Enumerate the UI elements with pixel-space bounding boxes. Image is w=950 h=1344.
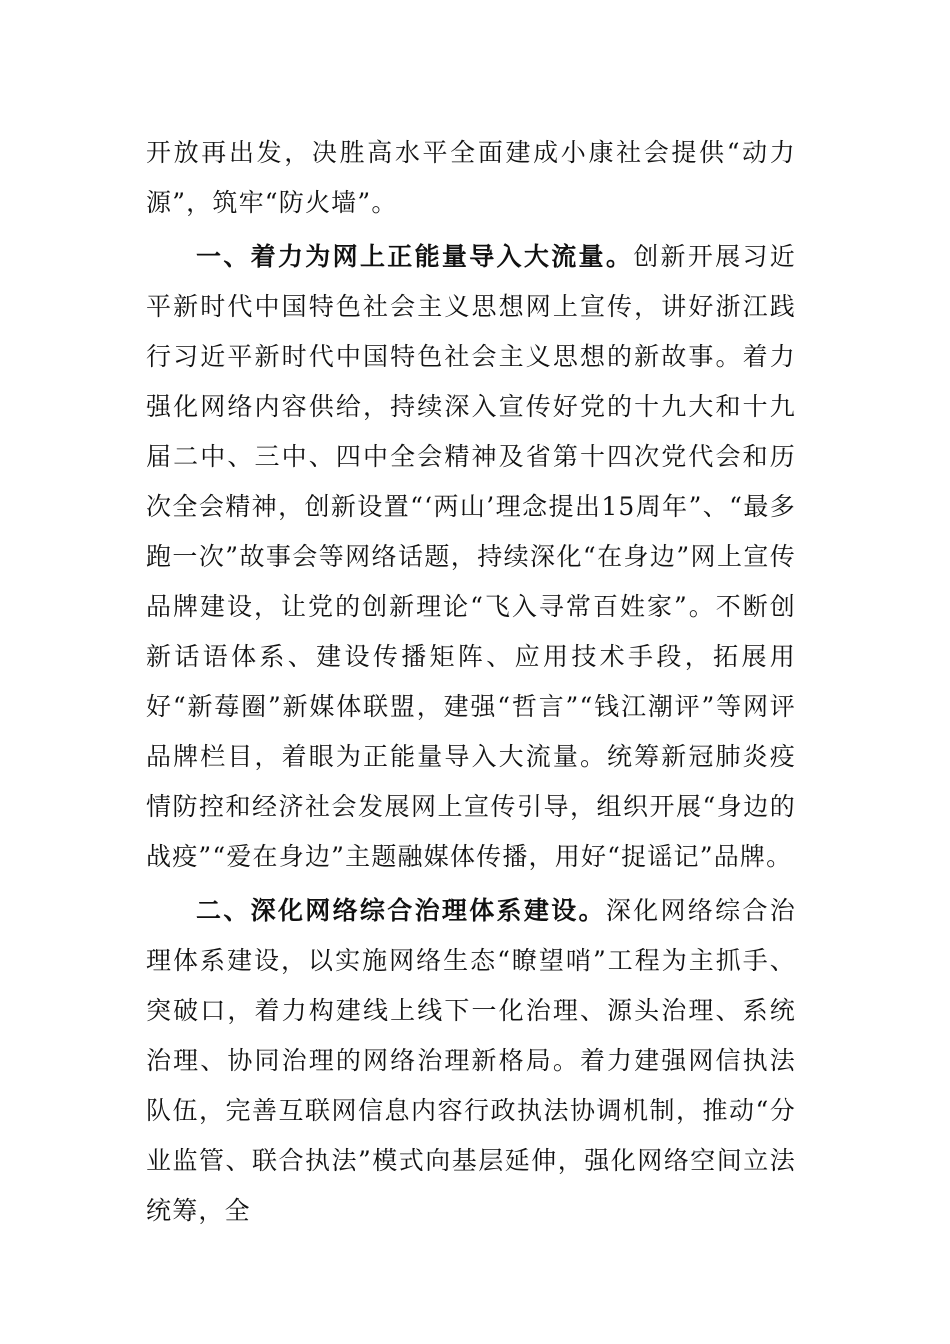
paragraph-text: 创新开展习近平新时代中国特色社会主义思想网上宣传，讲好浙江践行习近平新时代中国特色社会主义思想的新故事。着力强化网络内容供给，持续深入宣传好党的十九大和十九届二中、三中、四中全会精神及省第十四次党代会和历次全会精神，创新设置“‘两山’理念提出15周年”、“最多跑一次”故事会等网络话题，持续深化“在身边”网上宣传品牌建设，让党的创新理论“飞入寻常百姓家”。不断创新话语体系、建设传播矩阵、应用技术手段，拓展用好“新莓圈”新媒体联盟，建强“哲言”“钱江潮评”等网评品牌栏目，着眼为正能量导入大流量。统筹新冠肺炎疫情防控和经济社会发展网上宣传引导，组织开展“身边的战疫”“爱在身边”主题融媒体传播，用好“捉谣记”品牌。 bbox=[146, 242, 797, 871]
paragraph-section-one bbox=[146, 232, 796, 882]
paragraph-section-two bbox=[146, 886, 796, 1236]
section-heading: 二、深化网络综合治理体系建设。 bbox=[196, 896, 606, 925]
paragraph-text: 开放再出发，决胜高水平全面建成小康社会提供“动力源”，筑牢“防火墙”。 bbox=[146, 138, 796, 217]
paragraph-continuation bbox=[146, 128, 796, 228]
section-heading: 一、着力为网上正能量导入大流量。 bbox=[196, 242, 634, 271]
document-body bbox=[146, 128, 796, 1236]
paragraph-text: 深化网络综合治理体系建设，以实施网络生态“瞭望哨”工程为主抓手、突破口，着力构建线上线下一化治理、源头治理、系统治理、协同治理的网络治理新格局。着力建强网信执法队伍，完善互联网信息内容行政执法协调机制，推动“分业监管、联合执法”模式向基层延伸，强化网络空间立法统筹，全 bbox=[146, 896, 796, 1225]
